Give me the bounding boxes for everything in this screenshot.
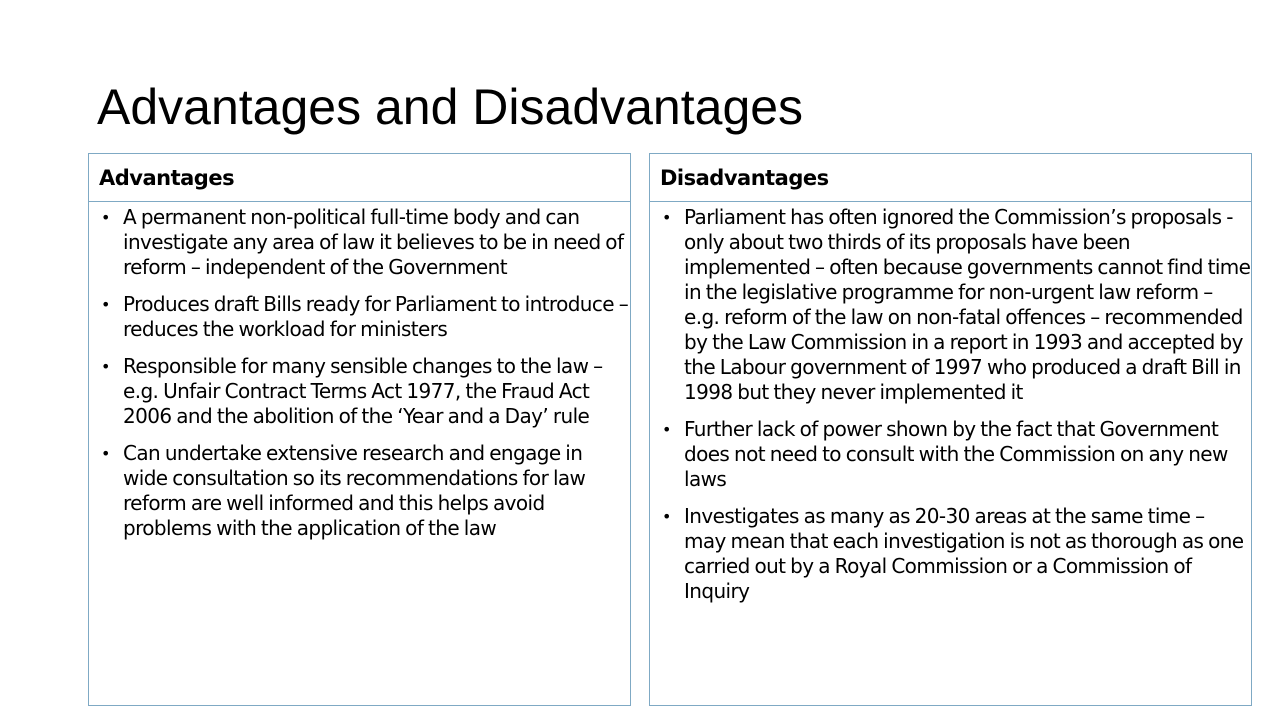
advantages-heading: Advantages	[89, 154, 630, 202]
advantages-panel	[88, 153, 631, 706]
advantage-text: Produces draft Bills ready for Parliament to introduce – reduces the workload for ministers	[123, 292, 629, 341]
disadvantage-item	[650, 417, 1251, 492]
bullet-icon: •	[101, 444, 110, 463]
advantages-list	[89, 202, 630, 541]
disadvantage-item	[650, 504, 1251, 604]
bullet-icon: •	[101, 208, 110, 227]
bullet-icon: •	[101, 295, 110, 314]
advantage-text: Can undertake extensive research and engage in wide consultation so its recommendations for law reform are well informed and this helps avoid problems with the application of the law	[123, 441, 586, 540]
disadvantages-panel	[649, 153, 1252, 706]
advantage-text: A permanent non-political full-time body and can investigate any area of law it believes to be in need of reform – independent of the Government	[123, 205, 624, 279]
disadvantages-heading: Disadvantages	[650, 154, 1251, 202]
advantage-text: Responsible for many sensible changes to the law – e.g. Unfair Contract Terms Act 1977, the Fraud Act 2006 and the abolition of the ‘Year and a Day’ rule	[123, 354, 603, 428]
bullet-icon: •	[101, 357, 110, 376]
disadvantages-list	[650, 202, 1251, 604]
disadvantage-text: Further lack of power shown by the fact that Government does not need to consult with the Commission on any new laws	[684, 417, 1228, 491]
disadvantage-text: Investigates as many as 20-30 areas at the same time – may mean that each investigation is not as thorough as one carried out by a Royal Commission or a Commission of Inquiry	[684, 504, 1244, 603]
disadvantage-item	[650, 205, 1251, 405]
bullet-icon: •	[662, 507, 671, 526]
advantage-item	[89, 292, 630, 342]
slide-title: Advantages and Disadvantages	[97, 79, 804, 135]
bullet-icon: •	[662, 208, 671, 227]
advantage-item	[89, 354, 630, 429]
bullet-icon: •	[662, 420, 671, 439]
advantage-item	[89, 205, 630, 280]
advantage-item	[89, 441, 630, 541]
disadvantage-text: Parliament has often ignored the Commission’s proposals - only about two thirds of its proposals have been implemented – often because governments cannot find time in the legislative programme for non-urgent law reform – e.g. reform of the law on non-fatal offences – recommended by the Law Commission in a report in 1993 and accepted by the Labour government of 1997 who produced a draft Bill in 1998 but they never implemented it	[684, 205, 1251, 404]
